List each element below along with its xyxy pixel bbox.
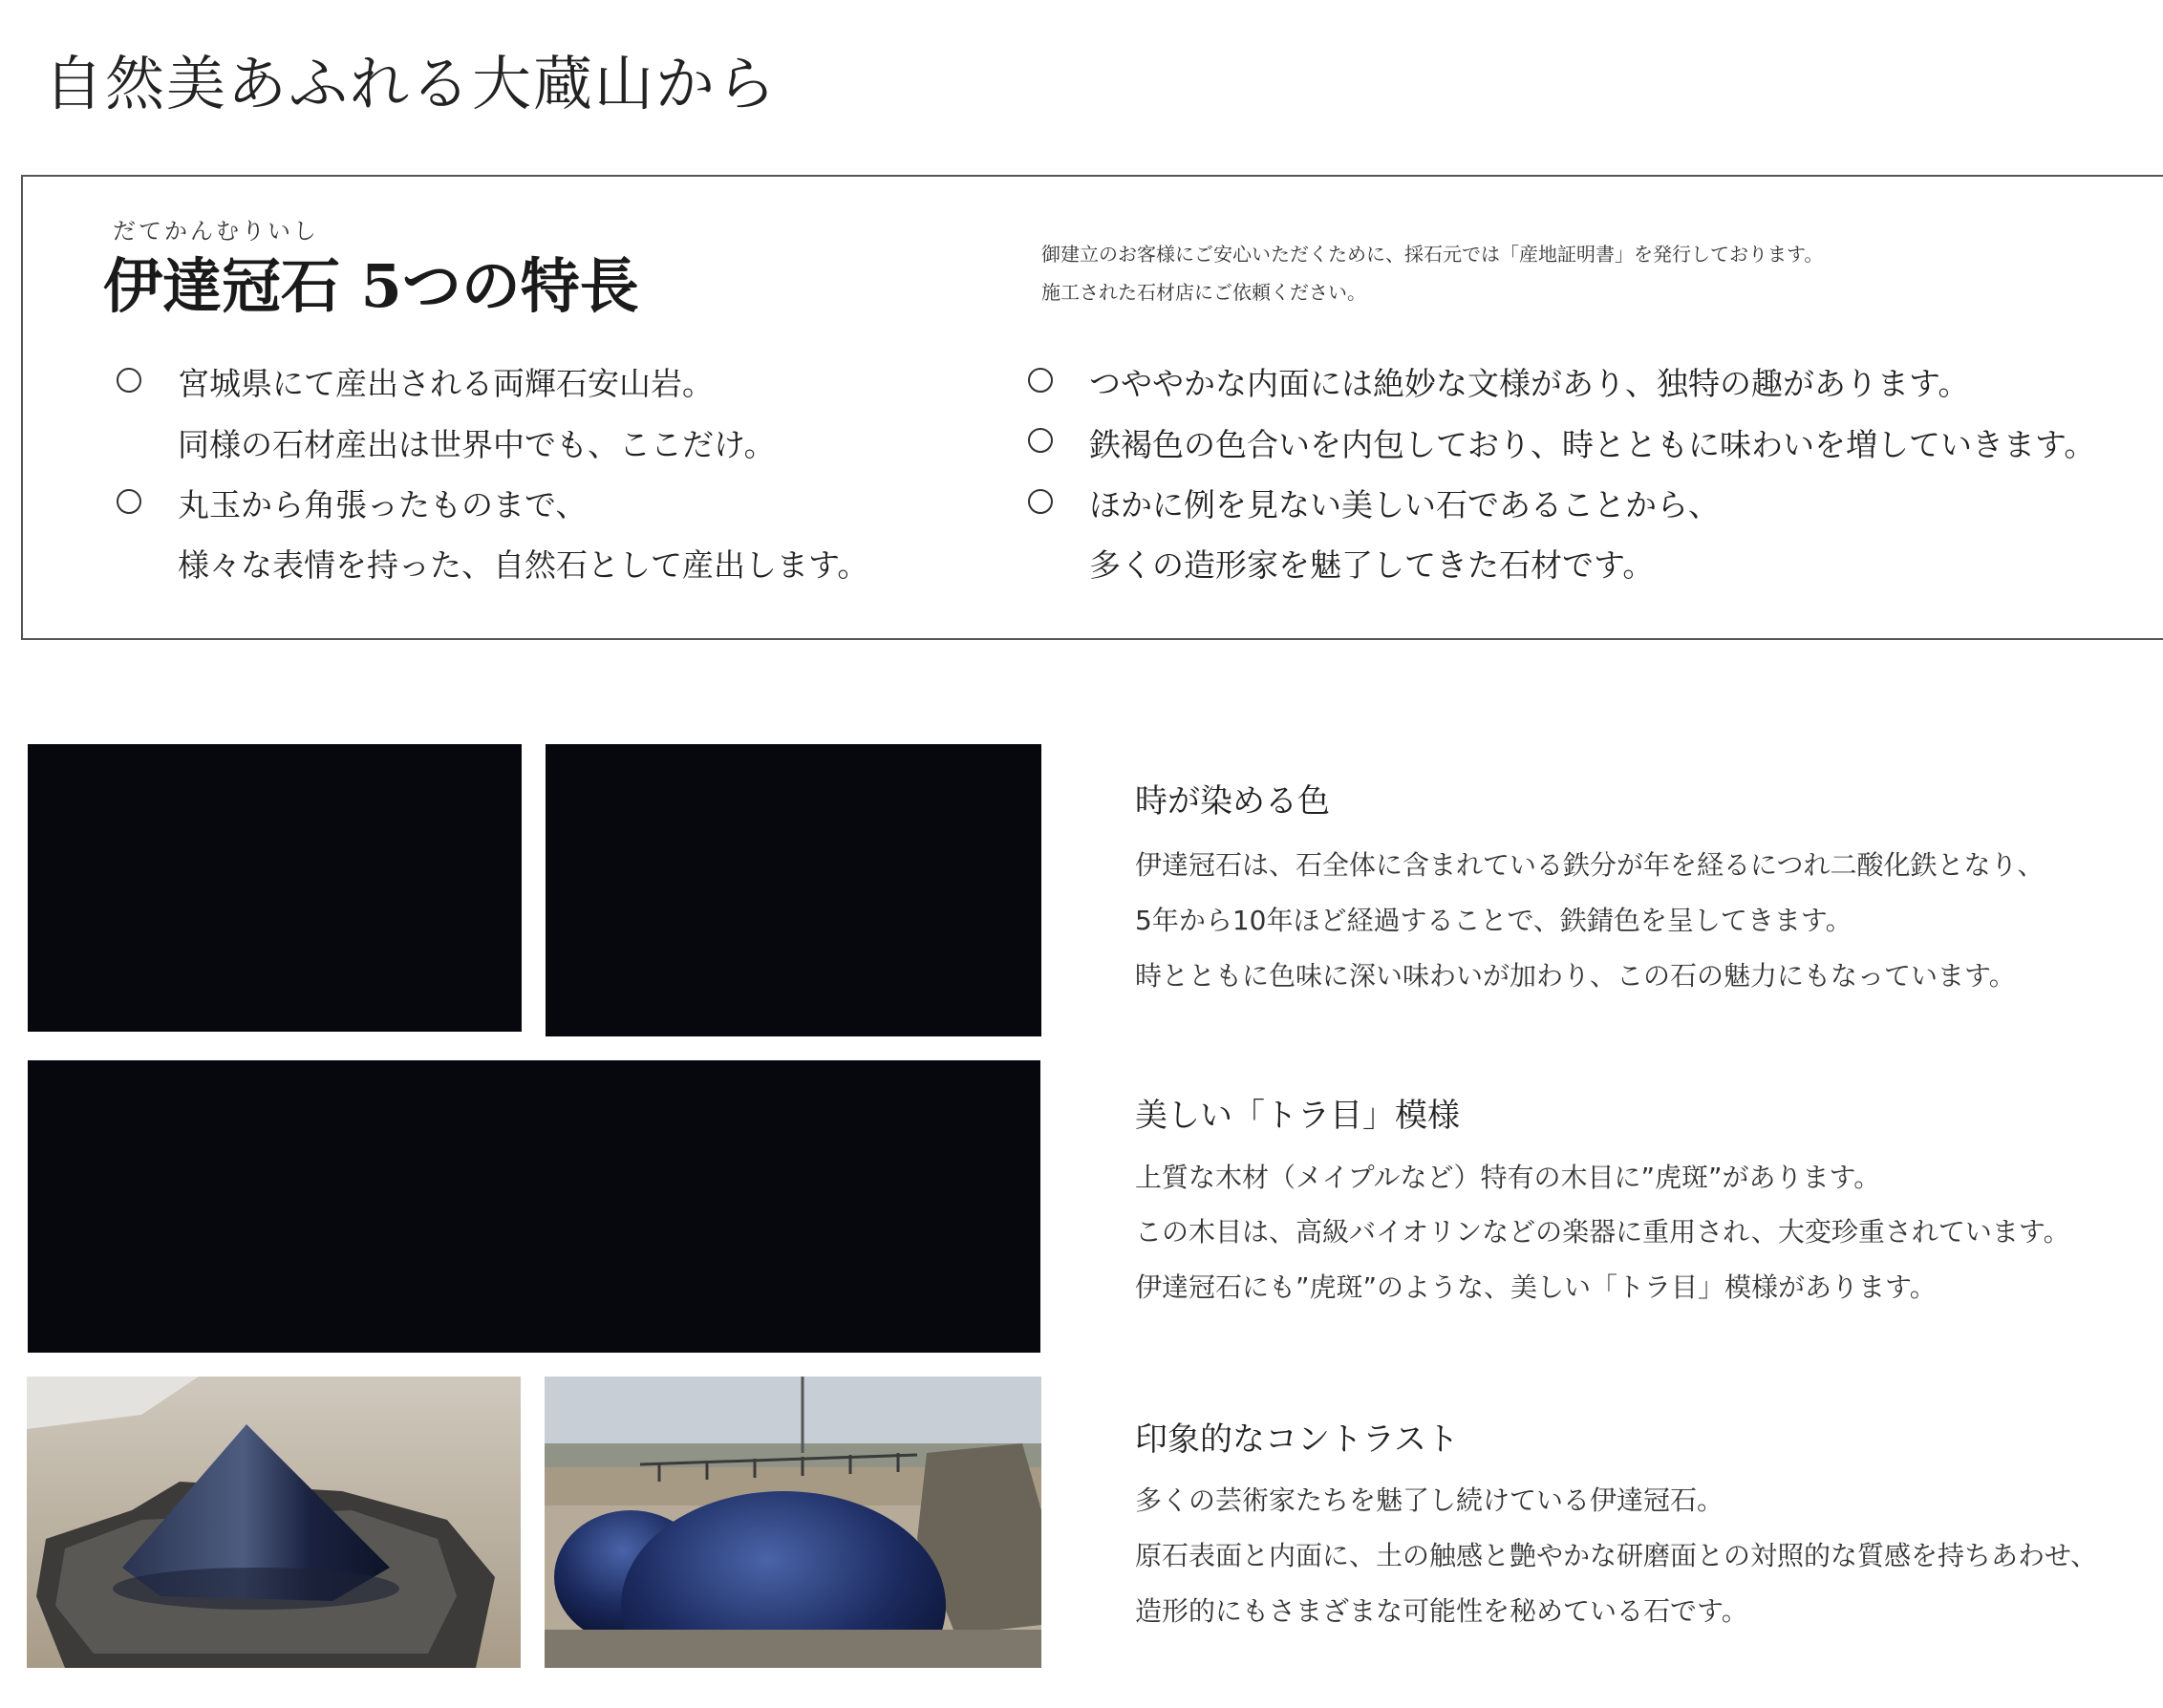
section-body-line: 伊達冠石にも”虎斑”のような、美しい「トラ目」模様があります。	[1135, 1271, 1937, 1303]
feature-line: つややかな内面には絶妙な文様があり、独特の趣があります。	[1089, 365, 1970, 402]
feature-line: 多くの造形家を魅了してきた石材です。	[1089, 546, 1655, 584]
section-body-line: 時とともに色味に深い味わいが加わり、この石の魅力にもなっています。	[1135, 960, 2016, 992]
section-title: 時が染める色	[1135, 782, 1330, 821]
bullet-circle-icon	[1028, 368, 1053, 393]
section-body-line: 多くの芸術家たちを魅了し続けている伊達冠石。	[1135, 1484, 1724, 1516]
dome-sculptures-photo	[545, 1377, 1041, 1668]
section-title: 美しい「トラ目」模様	[1135, 1097, 1460, 1135]
section-body-line: 造形的にもさまざまな可能性を秘めている石です。	[1135, 1595, 1748, 1627]
features-heading: 伊達冠石 5つの特長	[103, 251, 639, 321]
section-body-line: 5年から10年ほど経過することで、鉄錆色を呈してきます。	[1135, 905, 1852, 936]
stone-texture-photo	[546, 744, 1041, 1036]
feature-line: 宮城県にて産出される両輝石安山岩。	[178, 365, 714, 402]
section-body-line: 原石表面と内面に、土の触感と艶やかな研磨面との対照的な質感を持ちあわせ、	[1135, 1540, 2098, 1571]
certificate-note-line: 施工された石材店にご依頼ください。	[1041, 281, 1366, 304]
section-body-line: 伊達冠石は、石全体に含まれている鉄分が年を経るにつれ二酸化鉄となり、	[1135, 849, 2045, 881]
bullet-circle-icon	[117, 489, 141, 514]
section-body-line: 上質な木材（メイプルなど）特有の木目に”虎斑”があります。	[1135, 1162, 1881, 1193]
feature-line: 鉄褐色の色合いを内包しており、時とともに味わいを増していきます。	[1089, 426, 2096, 463]
bullet-circle-icon	[117, 368, 141, 393]
certificate-note-line: 御建立のお客様にご安心いただくために、採石元では「産地証明書」を発行しております。	[1041, 243, 1824, 266]
stone-texture-photo	[28, 744, 522, 1032]
page-title: 自然美あふれる大蔵山から	[44, 49, 779, 118]
section-title: 印象的なコントラスト	[1135, 1420, 1459, 1459]
bullet-circle-icon	[1028, 428, 1053, 453]
feature-line: ほかに例を見ない美しい石であることから、	[1089, 486, 1720, 523]
feature-line: 同様の石材産出は世界中でも、ここだけ。	[178, 426, 776, 463]
section-body-line: この木目は、高級バイオリンなどの楽器に重用され、大変珍重されています。	[1135, 1216, 2070, 1248]
cone-sculpture-photo	[27, 1377, 521, 1668]
feature-line: 丸玉から角張ったものまで、	[178, 486, 588, 523]
features-heading-ruby: だてかんむりいし	[113, 218, 319, 245]
feature-line: 様々な表情を持った、自然石として産出します。	[178, 546, 869, 584]
bullet-circle-icon	[1028, 489, 1053, 514]
stone-pattern-photo	[28, 1060, 1040, 1353]
